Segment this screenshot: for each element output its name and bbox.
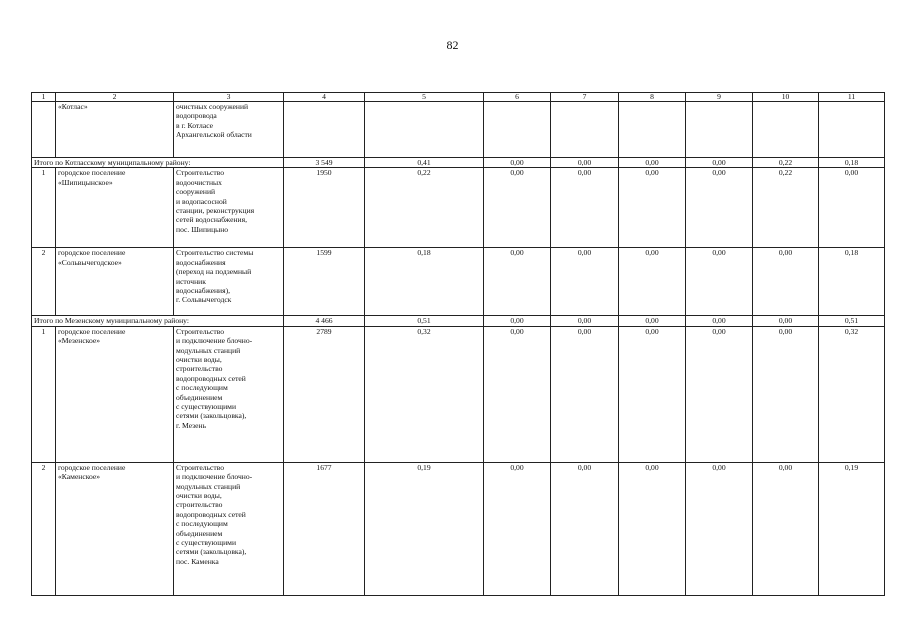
value-col-4: 1677 (284, 462, 365, 595)
project-description: Строительство системы водоснабжения (переход на подземный источник водоснабжения), г. Сольвычегодск (174, 248, 284, 316)
value-col-7: 0,00 (551, 168, 619, 248)
value-col-4: 1599 (284, 248, 365, 316)
summary-value-col-11: 0,51 (819, 316, 885, 326)
value-col-9: 0,00 (686, 462, 753, 595)
summary-value-col-5: 0,51 (365, 316, 484, 326)
table-row (32, 168, 885, 248)
value-col-9: 0,00 (686, 248, 753, 316)
summary-value-col-10: 0,00 (753, 316, 819, 326)
value-col-8: 0,00 (619, 248, 686, 316)
value-col-11: 0,32 (819, 326, 885, 462)
project-description: Строительство и подключение блочно- модульных станций очистки воды, строительство водопроводных сетей с последующим объединением с существующими сетями (закольцовка), г. Мезень (174, 326, 284, 462)
budget-table (31, 92, 885, 596)
settlement-name: городское поселение «Мезенское» (56, 326, 174, 462)
column-number-10: 10 (753, 93, 819, 102)
value-col-5: 0,22 (365, 168, 484, 248)
table-row (32, 326, 885, 462)
value-col-8 (619, 102, 686, 158)
summary-value-col-8: 0,00 (619, 158, 686, 168)
summary-value-col-5: 0,41 (365, 158, 484, 168)
summary-value-col-7: 0,00 (551, 316, 619, 326)
row-index (32, 102, 56, 158)
table-row (32, 248, 885, 316)
value-col-5: 0,19 (365, 462, 484, 595)
value-col-4: 1950 (284, 168, 365, 248)
row-index: 1 (32, 168, 56, 248)
summary-value-col-9: 0,00 (686, 316, 753, 326)
value-col-10: 0,00 (753, 462, 819, 595)
summary-value-col-6: 0,00 (484, 316, 551, 326)
column-number-5: 5 (365, 93, 484, 102)
value-col-7: 0,00 (551, 248, 619, 316)
value-col-7: 0,00 (551, 326, 619, 462)
value-col-5: 0,18 (365, 248, 484, 316)
summary-label: Итого по Мезенскому муниципальному району: (32, 316, 284, 326)
summary-label: Итого по Котласскому муниципальному району: (32, 158, 284, 168)
value-col-5 (365, 102, 484, 158)
column-number-8: 8 (619, 93, 686, 102)
summary-value-col-4: 4 466 (284, 316, 365, 326)
project-description: Строительство и подключение блочно- модульных станций очистки воды, строительство водопроводных сетей с последующим объединением с существующими сетями (закольцовка), пос. Каменка (174, 462, 284, 595)
column-number-9: 9 (686, 93, 753, 102)
column-number-2: 2 (56, 93, 174, 102)
column-number-11: 11 (819, 93, 885, 102)
summary-row (32, 316, 885, 326)
row-index: 2 (32, 462, 56, 595)
value-col-11: 0,18 (819, 248, 885, 316)
settlement-name: городское поселение «Каменское» (56, 462, 174, 595)
project-description: Строительство водоочистных сооружений и водопасосной станции, реконструкция сетей водоснабжения, пос. Шипицыно (174, 168, 284, 248)
value-col-10 (753, 102, 819, 158)
summary-value-col-11: 0,18 (819, 158, 885, 168)
summary-value-col-8: 0,00 (619, 316, 686, 326)
summary-value-col-7: 0,00 (551, 158, 619, 168)
column-number-6: 6 (484, 93, 551, 102)
value-col-6: 0,00 (484, 326, 551, 462)
page-number: 82 (446, 38, 459, 52)
value-col-8: 0,00 (619, 168, 686, 248)
summary-value-col-6: 0,00 (484, 158, 551, 168)
summary-value-col-4: 3 549 (284, 158, 365, 168)
settlement-name: городское поселение «Сольвычегодское» (56, 248, 174, 316)
value-col-11: 0,00 (819, 168, 885, 248)
row-index: 1 (32, 326, 56, 462)
row-index: 2 (32, 248, 56, 316)
value-col-7 (551, 102, 619, 158)
value-col-6: 0,00 (484, 248, 551, 316)
value-col-6: 0,00 (484, 462, 551, 595)
value-col-11 (819, 102, 885, 158)
value-col-11: 0,19 (819, 462, 885, 595)
value-col-4 (284, 102, 365, 158)
value-col-10: 0,00 (753, 326, 819, 462)
value-col-10: 0,00 (753, 248, 819, 316)
value-col-7: 0,00 (551, 462, 619, 595)
settlement-name: «Котлас» (56, 102, 174, 158)
value-col-8: 0,00 (619, 462, 686, 595)
header-row (32, 93, 885, 102)
value-col-9 (686, 102, 753, 158)
column-number-4: 4 (284, 93, 365, 102)
value-col-9: 0,00 (686, 168, 753, 248)
column-number-3: 3 (174, 93, 284, 102)
value-col-6: 0,00 (484, 168, 551, 248)
value-col-4: 2789 (284, 326, 365, 462)
value-col-5: 0,32 (365, 326, 484, 462)
project-description: очистных сооружений водопровода в г. Котласе Архангельской области (174, 102, 284, 158)
summary-value-col-10: 0,22 (753, 158, 819, 168)
summary-row (32, 158, 885, 168)
value-col-10: 0,22 (753, 168, 819, 248)
column-number-1: 1 (32, 93, 56, 102)
value-col-6 (484, 102, 551, 158)
table-row (32, 102, 885, 158)
value-col-8: 0,00 (619, 326, 686, 462)
table-row (32, 462, 885, 595)
summary-value-col-9: 0,00 (686, 158, 753, 168)
column-number-7: 7 (551, 93, 619, 102)
settlement-name: городское поселение «Шипицынское» (56, 168, 174, 248)
value-col-9: 0,00 (686, 326, 753, 462)
